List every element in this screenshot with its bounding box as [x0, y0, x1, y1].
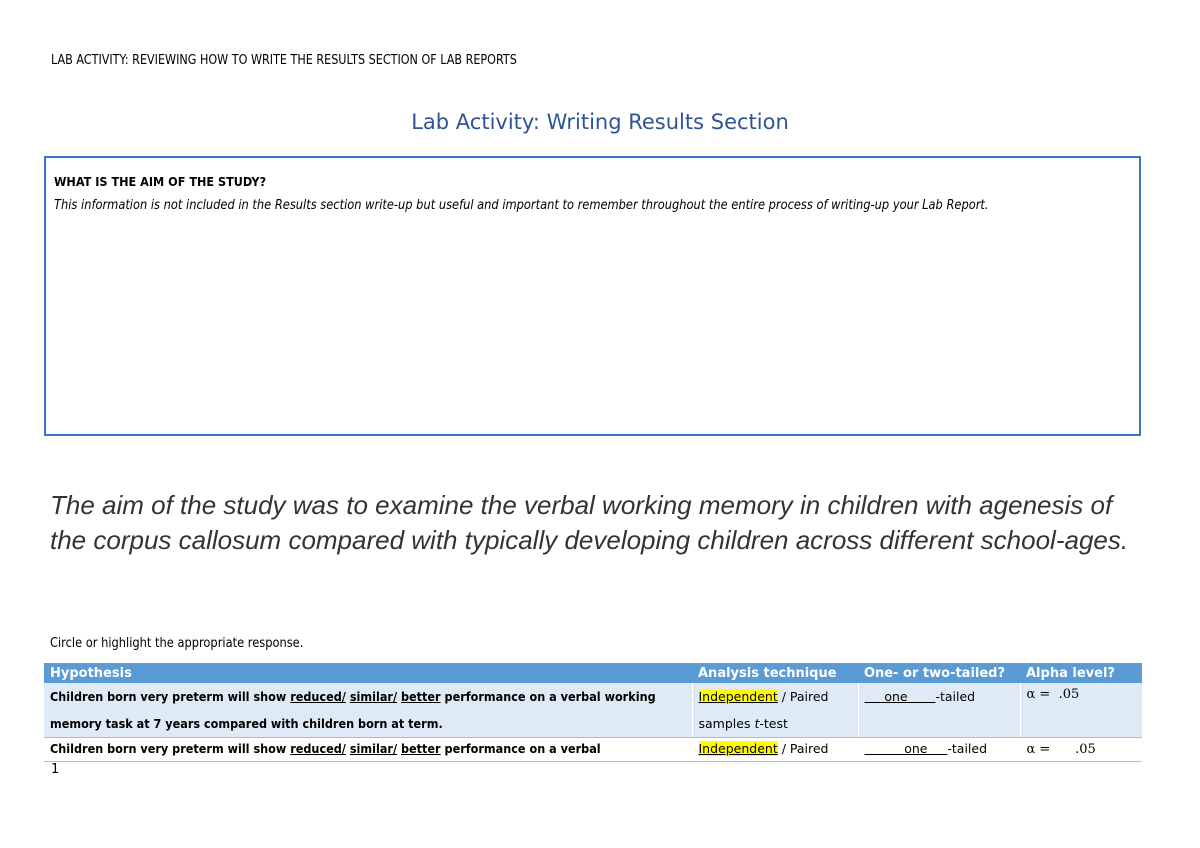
tails-cell [858, 738, 1020, 762]
hypothesis-text-end: performance on a verbal [440, 741, 601, 756]
table-row [44, 683, 1142, 738]
tails-suffix: -tailed [947, 741, 988, 756]
header-analysis-technique: Analysis technique [692, 663, 858, 683]
header-hypothesis: Hypothesis [44, 663, 692, 683]
header-tails: One- or two-tailed? [858, 663, 1020, 683]
analysis-technique-text: / Paired samples [698, 689, 829, 731]
t-symbol: t [754, 716, 760, 731]
option-better[interactable]: better [400, 689, 441, 704]
alpha-value[interactable]: = .05 [1035, 742, 1096, 757]
option-reduced[interactable]: reduced/ [290, 741, 346, 756]
tails-answer-field[interactable]: one [864, 741, 948, 756]
instruction-text: Circle or highlight the appropriate response. [50, 636, 304, 651]
alpha-symbol: α [1026, 687, 1036, 702]
analysis-technique-cell [692, 683, 858, 738]
option-independent[interactable]: Independent [698, 741, 778, 756]
alpha-value[interactable]: = .05 [1035, 687, 1080, 702]
alpha-symbol: α [1026, 742, 1036, 757]
alpha-cell [1020, 738, 1142, 762]
hypothesis-cell [44, 683, 692, 738]
hypothesis-table [44, 663, 1142, 762]
option-reduced[interactable]: reduced/ [290, 689, 346, 704]
aim-box[interactable] [44, 156, 1141, 436]
option-similar[interactable]: similar/ [349, 741, 398, 756]
hypothesis-cell [44, 738, 692, 762]
tails-cell [858, 683, 1020, 738]
table-row [44, 738, 1142, 762]
aim-note: This information is not included in the Results section write-up but useful and important to remember throughout the entire process of writing-up your Lab Report. [54, 198, 989, 213]
option-independent[interactable]: Independent [698, 689, 778, 704]
page-number: 1 [51, 762, 60, 777]
hypothesis-text: Children born very preterm will show [50, 689, 291, 704]
alpha-cell [1020, 683, 1142, 738]
option-similar[interactable]: similar/ [349, 689, 398, 704]
page-title: Lab Activity: Writing Results Section [411, 110, 789, 134]
aim-statement: The aim of the study was to examine the verbal working memory in children with agenesis of the corpus callosum compared with typically developing children across different school-ages. [50, 490, 1129, 555]
tails-answer-field[interactable]: one [864, 689, 936, 704]
analysis-technique-cell [692, 738, 858, 762]
hypothesis-text: Children born very preterm will show [50, 741, 291, 756]
running-header: LAB ACTIVITY: REVIEWING HOW TO WRITE THE RESULTS SECTION OF LAB REPORTS [51, 53, 517, 68]
hypothesis-text-end: performance on a verbal working memory task at 7 years compared with children born at term. [50, 689, 656, 731]
analysis-technique-end: -test [759, 716, 788, 731]
analysis-technique-text: / Paired [777, 741, 829, 756]
table-header-row [44, 663, 1142, 683]
option-better[interactable]: better [400, 741, 441, 756]
aim-heading: WHAT IS THE AIM OF THE STUDY? [54, 174, 267, 189]
tails-suffix: -tailed [935, 689, 976, 704]
header-alpha: Alpha level? [1020, 663, 1142, 683]
